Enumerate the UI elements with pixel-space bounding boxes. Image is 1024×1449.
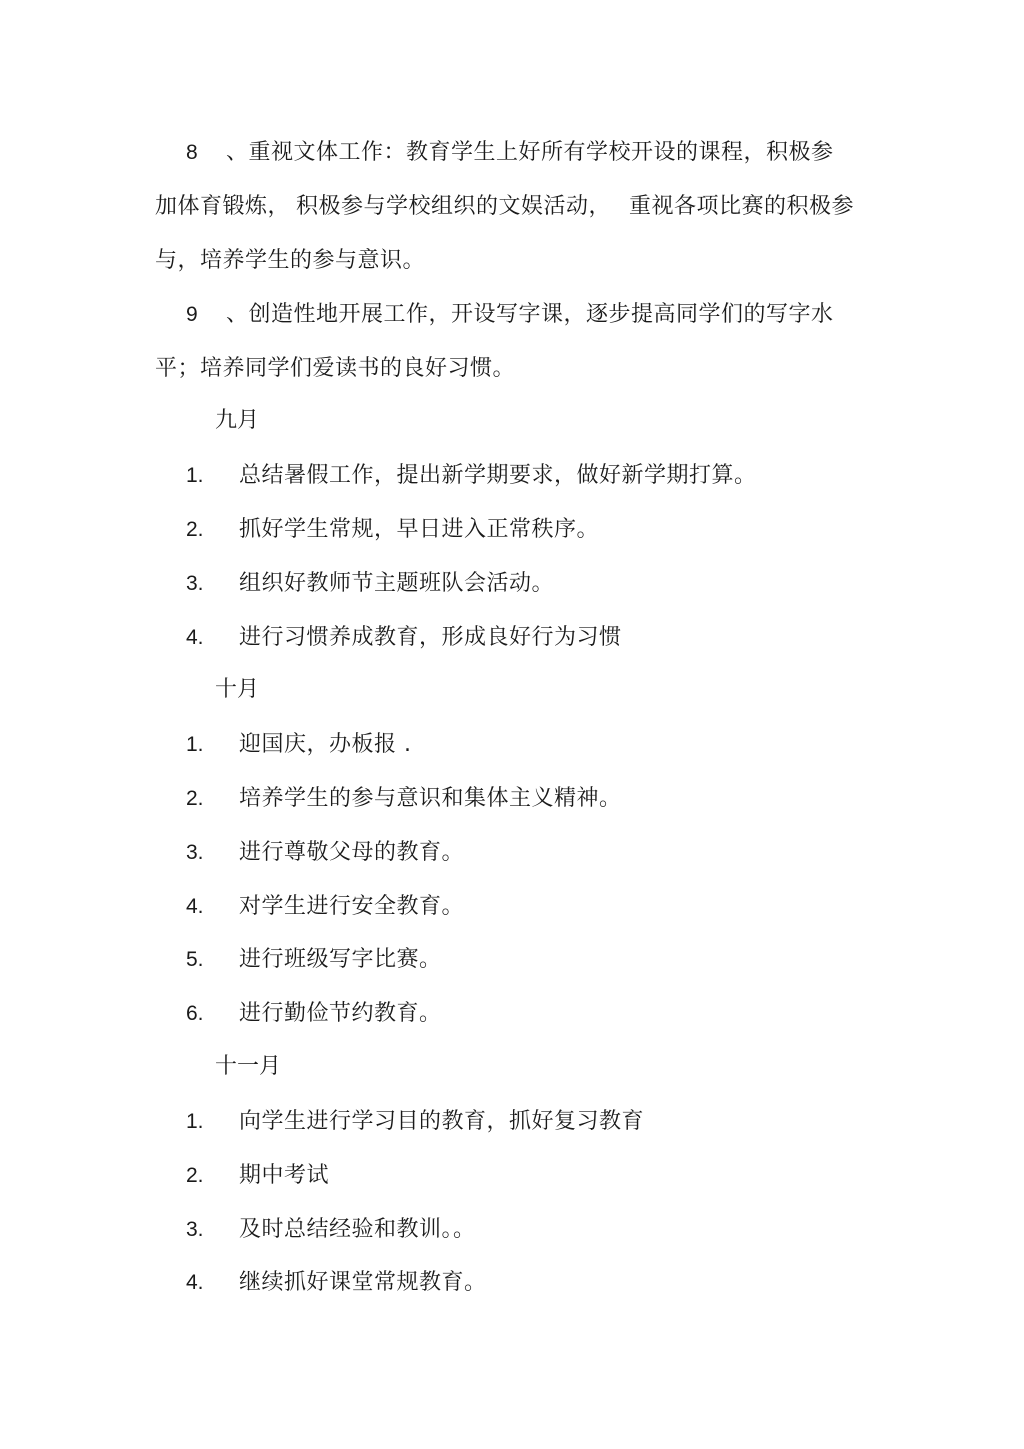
- october-item-1-number: 1.: [186, 733, 204, 756]
- september-item-1-text: 总结暑假工作，提出新学期要求，做好新学期打算。: [239, 463, 757, 488]
- para-8-line-2a: 加体育锻炼，: [155, 194, 291, 219]
- october-heading: 十月: [215, 677, 260, 702]
- november-item-4-text: 继续抓好课堂常规教育。: [239, 1270, 487, 1295]
- september-item-1-number: 1.: [186, 464, 204, 487]
- september-item-2-number: 2.: [186, 518, 204, 541]
- para-9-line-1: 、创造性地开展工作，开设写字课，逐步提高同学们的写字水: [226, 302, 834, 327]
- october-item-6-number: 6.: [186, 1002, 204, 1025]
- september-heading: 九月: [215, 408, 260, 433]
- november-item-2-number: 2.: [186, 1164, 204, 1187]
- para-8-line-2c: 重视各项比赛的积极参: [629, 194, 855, 219]
- november-item-4-number: 4.: [186, 1271, 204, 1294]
- para-8-line-1: 、重视文体工作：教育学生上好所有学校开设的课程，积极参: [226, 140, 834, 165]
- october-item-1-text: 迎国庆，办板报 .: [239, 732, 412, 757]
- october-item-4-text: 对学生进行安全教育。: [239, 894, 465, 919]
- september-item-2-text: 抓好学生常规，早日进入正常秩序。: [239, 517, 600, 542]
- october-item-5-text: 进行班级写字比赛。: [239, 947, 442, 972]
- september-item-3-number: 3.: [186, 572, 204, 595]
- september-item-4-number: 4.: [186, 626, 204, 649]
- november-item-1-text: 向学生进行学习目的教育，抓好复习教育: [239, 1109, 645, 1134]
- october-item-3-number: 3.: [186, 841, 204, 864]
- november-item-3-text: 及时总结经验和教训。。: [239, 1217, 476, 1242]
- september-item-3-text: 组织好教师节主题班队会活动。: [239, 571, 555, 596]
- september-item-4-text: 进行习惯养成教育，形成良好行为习惯: [239, 625, 622, 650]
- october-item-2-text: 培养学生的参与意识和集体主义精神。: [239, 786, 622, 811]
- november-item-1-number: 1.: [186, 1110, 204, 1133]
- october-item-6-text: 进行勤俭节约教育。: [239, 1001, 442, 1026]
- october-item-2-number: 2.: [186, 787, 204, 810]
- november-item-3-number: 3.: [186, 1218, 204, 1241]
- november-heading: 十一月: [215, 1054, 282, 1079]
- para-8-number: 8: [186, 141, 198, 164]
- october-item-5-number: 5.: [186, 948, 204, 971]
- november-item-2-text: 期中考试: [239, 1163, 330, 1188]
- october-item-3-text: 进行尊敬父母的教育。: [239, 840, 465, 865]
- para-8-line-3: 与，培养学生的参与意识。: [155, 248, 426, 273]
- para-8-line-2b: 积极参与学校组织的文娱活动，: [296, 194, 612, 219]
- para-9-number: 9: [186, 303, 198, 326]
- october-item-4-number: 4.: [186, 895, 204, 918]
- para-9-line-2: 平；培养同学们爱读书的良好习惯。: [155, 356, 516, 381]
